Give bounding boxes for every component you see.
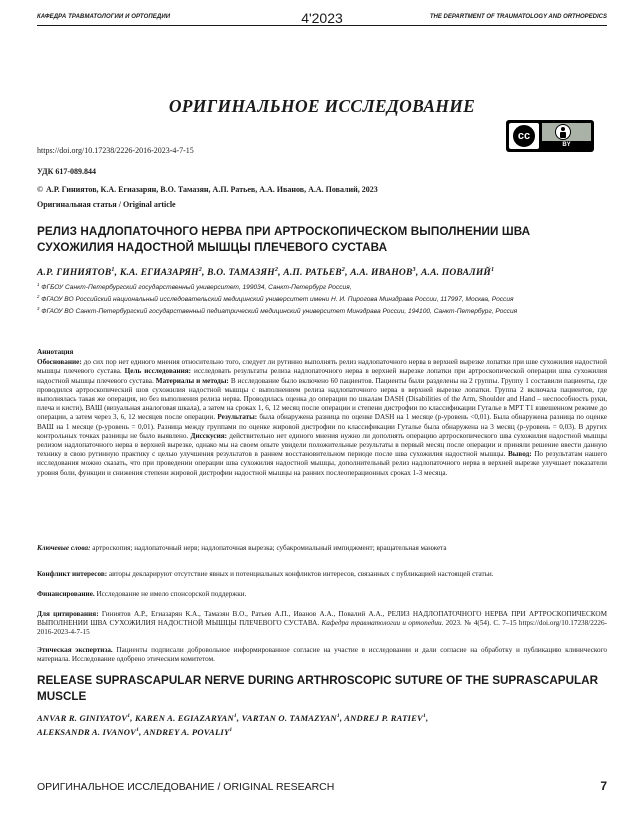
keywords-text: артроскопия; надлопаточный нерв; надлопаточная вырезка; субакромиальный импиджмент; вращательная манжета [90, 544, 447, 552]
author-name: ANVAR R. GINIYATOV [37, 712, 128, 723]
methods-text: В исследование было включено 60 пациентов. Пациенты были разделены на 2 группы. Группу 1 составили пациенты, где проводился артроскопический шов сухожилия надостной мышцы с выполнением релиза надлопаточного нерва в верхней вырезке лопатки. Группа 2 включала пациентов, где выполнялась такая же операция, но без выполнения релиза нерва. Проводилась оценка до операции по шкалам DASH (Disabilities of the Arm, Shoulder and Hand – неспособность руки, плеча и кисти), ВАШ (визуальная аналоговая шкала), а затем на сроках 1, 6, 12 месяц после операции и степени дистрофии по классификации Гуталье в МРТ Т1 взвешенном режиме до операции, а затем через 3, 6, 12 месяцев после операции. [37, 376, 607, 422]
results-text: была обнаружена разница по оценке DASH на 1 месяце (р-уровень <0,01). Была обнаружена разница по оценке ВАШ на 1 месяце (р-уровень = 0,01). Разница между группами по оценке жировой дистрофии по классификации Гуталье была обнаружена на 3 месяц (р-уровень = 0,03). В других контрольных точках разницы не было выявлено. [37, 413, 607, 440]
author-name: ALEKSANDR A. IVANOV [37, 726, 137, 737]
cc-by-license-badge[interactable] [506, 120, 594, 152]
article-title-en: RELEASE SUPRASCAPULAR NERVE DURING ARTHROSCOPIC SUTURE OF THE SUPRASCAPULAR MUSCLE [37, 674, 599, 703]
results-label: Результаты: [217, 413, 258, 422]
discussion-label: Дисскусия: [190, 431, 228, 440]
affiliations [37, 281, 607, 317]
keywords [37, 544, 607, 553]
citation-journal: Кафедра травматологии и ортопедии. [321, 619, 444, 628]
background-label: Обоснование: [37, 358, 82, 367]
methods-label: Материалы и методы: [155, 376, 229, 385]
header-divider [37, 25, 607, 26]
conclusion-text: По результатам нашего исследования можно сказать, что при проведении операции шва сухожилия надостной мышцы, дополнительный релиз надлопаточного нерва в верхней вырезке улучшает показатели уровня боли, функции и снижения степени жировой дистрофии надостной мышцы на ранних послеоперационных сроках 1-3 месяца. [37, 450, 607, 477]
by-label: BY [542, 141, 591, 149]
author-name: VARTAN O. TAMAZYAN [241, 712, 337, 723]
article-title-ru: РЕЛИЗ НАДЛОПАТОЧНОГО НЕРВА ПРИ АРТРОСКОПИЧЕСКОМ ВЫПОЛНЕНИИ ШВА СУХОЖИЛИЯ НАДОСТНОЙ МЫШЦЫ ПЛЕЧЕВОГО СУСТАВА [37, 225, 531, 254]
copyright-text: А.Р. Гиниятов, К.А. Егиазарян, В.О. Тамазян, А.П. Ратьев, А.А. Иванов, А.А. Повалий, 2023 [45, 185, 378, 194]
doi-link[interactable]: https://doi.org/10.17238/2226-2016-2023-4-7-15 [37, 146, 194, 155]
section-title: ОРИГИНАЛЬНОЕ ИССЛЕДОВАНИЕ [168, 96, 476, 116]
keywords-label: Ключевые слова: [37, 544, 91, 552]
aim-label: Цель исследования: [124, 367, 192, 376]
conflict-text: авторы декларируют отсутствие явных и потенциальных конфликтов интересов, связанных с публикацией настоящей статьи. [107, 570, 494, 578]
discussion-text: действительно нет единого мнения нужно ли дополнять операцию артроскопического шва сухожилия надостной мышцы релизом надлопаточного нерва в верхней вырезке, однако мы на своем опыте увидели положительные результаты в первый месяц после операции и приняли решение ввести данную технику в свою рутинную практику с целью улучшения результатов в раннем восстановительном периоде после шва сухожилия надостной мышцы. [37, 431, 608, 459]
abstract-body [37, 358, 607, 478]
funding-text: Исследование не имело спонсорской поддержки. [94, 590, 247, 598]
header-journal-en: THE DEPARTMENT OF TRAUMATOLOGY AND ORTHOPEDICS [429, 14, 607, 20]
footer-section-label: ОРИГИНАЛЬНОЕ ИССЛЕДОВАНИЕ / ORIGINAL RESEARCH [37, 781, 335, 793]
author-name: А.А. ПОВАЛИЙ [420, 268, 492, 279]
article-type: Оригинальная статья / Original article [37, 200, 176, 209]
aim-text: исследовать результаты релиза надлопаточного нерва в верхней вырезке лопатки при артроскопической операции шва сухожилия надостной мышцы плечевого сустава. [37, 367, 608, 385]
funding [37, 590, 607, 599]
attribution-person-icon [555, 124, 571, 140]
citation [37, 610, 607, 638]
affiliation-item: $^1$ ФГБОУ Санкт-Петербургский государственный университет, 199034, Санкт-Петербург Россия, [37, 282, 352, 292]
page-number: 7 [600, 779, 607, 793]
author-name: А.П. РАТЬЕВ [283, 268, 342, 279]
header-issue: 4'2023 [301, 10, 343, 26]
background-text: до сих пор нет единого мнения относительно того, следует ли рутинно выполнять релиз надлопаточного нерва в верхней вырезке лопатки при шве сухожилия надостной мышцы плечевого сустава. [37, 358, 607, 376]
conflict-of-interest [37, 570, 607, 579]
ethics-text: Пациенты подписали добровольное информированное согласие на участие в исследовании и дали согласие на обработку и публикацию клинического материала. Исследование одобрено этическим комитетом. [37, 646, 607, 664]
author-name: KAREN A. EGIAZARYAN [134, 712, 234, 723]
abstract-heading: Аннотация [37, 348, 74, 356]
running-header [37, 10, 607, 30]
author-name: ANDREY A. POVALIY [143, 726, 230, 737]
conclusion-label: Вывод: [507, 450, 532, 459]
ethics [37, 646, 607, 664]
author-name: В.О. ТАМАЗЯН [207, 268, 275, 279]
copyright [37, 185, 378, 194]
citation-tail[interactable]: 2023. № 4(54). С. 7–15 https://doi.org/10.17238/2226-2016-2023-4-7-15 [37, 619, 608, 637]
author-name: К.А. ЕГИАЗАРЯН [119, 268, 199, 279]
author-name: А.Р. ГИНИЯТОВ [37, 268, 112, 279]
author-name: А.А. ИВАНОВ [350, 268, 413, 279]
conflict-label: Конфликт интересов: [37, 570, 108, 578]
affiliation-item: $^3$ ФГАОУ ВО Санкт-Петербургский государственный педиатрический медицинский университет Минздрава России, 194100, Санкт-Петербург, Россия [37, 305, 518, 316]
affiliation-item: $^2$ ФГАОУ ВО Российский национальный исследовательский медицинский университет имени Н. И. Пирогова Минздрава России, 117997, Москва, Россия [37, 293, 514, 304]
cc-icon: cc [511, 123, 537, 149]
citation-text: Гиниятов А.Р., Егиазарян К.А., Тамазян В.О., Ратьев А.П., Иванов А.А., Повалий А.А., РЕЛИЗ НАДЛОПАТОЧНОГО НЕРВА ПРИ АРТРОСКОПИЧЕСКОМ ВЫПОЛНЕНИИ ШВА СУХОЖИЛИЯ НАДОСТНОЙ МЫШЦЫ ПЛЕЧЕВОГО СУСТАВА. [37, 610, 607, 628]
abstract [37, 348, 607, 478]
authors-en: ANVAR R. GINIYATOV$^1$, KAREN A. EGIAZARYAN$^1$, VARTAN O. TAMAZYAN$^1$, ANDREJ P. RATIEV$^1$, ALEKSANDR A. IVANOV$^1$, ANDREY A. POVALIY$^1$ [37, 712, 429, 737]
citation-label: Для цитирования: [37, 610, 99, 618]
ethics-label: Этическая экспертиза. [37, 646, 113, 654]
header-journal-ru: КАФЕДРА ТРАВМАТОЛОГИИ И ОРТОПЕДИИ [37, 14, 171, 20]
author-name: ANDREJ P. RATIEV [344, 712, 423, 723]
authors-ru: А.Р. ГИНИЯТОВ$^1$, К.А. ЕГИАЗАРЯН$^2$, В.О. ТАМАЗЯН$^2$, А.П. РАТЬЕВ$^2$, А.А. ИВАНОВ$^3$, А.А. ПОВАЛИЙ$^1$ [37, 267, 495, 279]
udk-code: УДК 617-089.844 [37, 167, 97, 176]
funding-label: Финансирование. [37, 590, 95, 598]
copyright-symbol: © [37, 185, 43, 194]
